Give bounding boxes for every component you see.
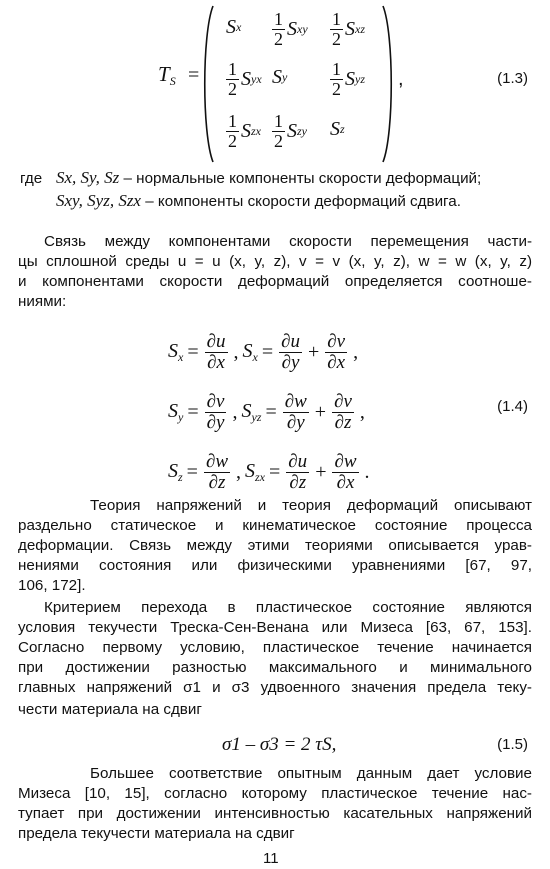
fraction xyxy=(279,332,302,373)
paragraph-line: Теория напряжений и теория деформаций описывают xyxy=(90,497,532,514)
fraction-denominator: ∂y xyxy=(286,412,305,433)
fraction-numerator: ∂v xyxy=(334,391,352,412)
operator: = xyxy=(186,461,198,483)
matrix-subscript: zy xyxy=(297,124,307,138)
paragraph-mises-criterion xyxy=(18,764,532,844)
paragraph-line: Критерием перехода в пластическое состояние являются xyxy=(44,599,532,616)
strain-rate-symbol: $S_x$ xyxy=(242,340,258,364)
fraction-numerator: ∂w xyxy=(205,451,229,472)
fraction-numerator: 1 xyxy=(228,111,237,131)
fraction-numerator: ∂u xyxy=(206,331,226,352)
matrix-symbol: S xyxy=(272,66,282,88)
fraction-numerator: 1 xyxy=(332,59,341,79)
fraction-numerator: 1 xyxy=(274,111,283,131)
paragraph-line: чести материала на сдвиг xyxy=(18,701,202,718)
matrix-equals: = xyxy=(188,64,200,86)
strain-rate-symbol: $S_y$ xyxy=(168,400,184,424)
matrix-left-paren xyxy=(200,4,216,164)
equation-number-1-5: (1.5) xyxy=(497,736,528,753)
operator: , xyxy=(353,341,359,363)
paragraph-line: предела текучести материала на сдвиг xyxy=(18,825,295,842)
strain-rate-symbol: $S_z$ xyxy=(168,460,183,484)
equation-number-1-4: (1.4) xyxy=(497,398,528,415)
equation-row xyxy=(168,392,369,433)
matrix-symbol: S xyxy=(345,68,355,90)
fraction-denominator: ∂z xyxy=(289,472,307,493)
paragraph-velocity-relation xyxy=(18,232,532,312)
strain-rate-symbol: $S_{zx}$ xyxy=(245,460,266,484)
operator: , xyxy=(359,401,365,423)
operator: = xyxy=(265,401,277,423)
matrix-cell xyxy=(330,112,345,141)
paragraph-line: главных напряжений σ1 и σ3 удвоенного значения предела теку- xyxy=(18,679,532,696)
matrix-symbol: S xyxy=(241,68,251,90)
operator: + xyxy=(315,461,327,483)
fraction-numerator: ∂v xyxy=(206,391,225,412)
matrix-symbol: S xyxy=(330,118,340,140)
operator: = xyxy=(187,401,199,423)
operator: = xyxy=(261,341,274,363)
fraction xyxy=(205,332,228,373)
matrix-subscript: y xyxy=(282,70,288,84)
matrix-cell xyxy=(272,60,287,89)
fraction xyxy=(286,452,309,493)
fraction xyxy=(205,392,227,433)
matrix-subscript: yz xyxy=(355,72,365,86)
where-label: где xyxy=(20,170,43,187)
where-line-1 xyxy=(56,168,481,188)
matrix-symbol: S xyxy=(287,120,297,142)
operator: , xyxy=(236,461,242,483)
matrix-subscript: zx xyxy=(251,124,261,138)
matrix-subscript: yx xyxy=(251,72,262,86)
matrix-lhs xyxy=(158,62,176,89)
matrix-cell xyxy=(330,10,365,49)
half-fraction xyxy=(330,60,343,99)
matrix-subscript: xz xyxy=(355,22,365,36)
matrix-lhs-symbol: T xyxy=(158,62,170,86)
matrix-subscript: z xyxy=(340,122,345,136)
fraction xyxy=(332,452,358,493)
half-fraction xyxy=(330,10,343,49)
fraction-numerator: 1 xyxy=(274,9,283,29)
matrix-cell xyxy=(226,10,241,39)
matrix-cell xyxy=(226,60,262,99)
fraction-numerator: 1 xyxy=(332,9,341,29)
matrix-cell xyxy=(330,60,365,99)
paragraph-stress-strain-theories xyxy=(18,496,532,596)
half-fraction xyxy=(226,60,239,99)
fraction-numerator: ∂u xyxy=(288,451,308,472)
operator: . xyxy=(364,461,370,483)
matrix-cell xyxy=(272,10,308,49)
operator: = xyxy=(187,341,199,363)
matrix-symbol: S xyxy=(226,16,236,38)
paragraph-line: Согласно первому условию, пластическое течение начинается xyxy=(18,639,532,656)
paragraph-line: условия текучести Треска-Сен-Венана или Мизеса [63, 67, 153]. xyxy=(18,619,532,636)
where-line-2 xyxy=(56,191,461,211)
fraction xyxy=(332,392,354,433)
fraction-denominator: 2 xyxy=(274,29,283,49)
half-fraction xyxy=(272,112,285,151)
fraction-denominator: ∂x xyxy=(207,352,225,373)
paragraph-line: тупает при достижении интенсивностью касательных напряжений xyxy=(18,805,532,822)
strain-rate-symbol: $S_{yz}$ xyxy=(241,400,262,424)
fraction-numerator: 1 xyxy=(228,59,237,79)
operator: = xyxy=(269,461,281,483)
matrix-cell xyxy=(226,112,261,151)
fraction-numerator: ∂w xyxy=(334,451,357,472)
paragraph-line: нениями состояния или физическими уравнениями [67, 97, xyxy=(18,557,532,574)
half-fraction xyxy=(272,10,285,49)
equation-row xyxy=(168,452,374,493)
fraction-numerator: ∂v xyxy=(327,331,346,352)
fraction xyxy=(325,332,347,373)
where-line-2-vars: Sxy, Syz, Szx xyxy=(56,191,141,210)
where-line-1-vars: Sx, Sy, Sz xyxy=(56,168,120,187)
matrix-symbol: S xyxy=(287,18,297,40)
where-line-2-text: – компоненты скорости деформаций сдвига. xyxy=(145,193,461,210)
paragraph-line: 106, 172]. xyxy=(18,577,86,594)
matrix-symbol: S xyxy=(241,120,251,142)
paragraph-line: при достижении разностью максимального и минимального xyxy=(18,659,532,676)
operator: , xyxy=(233,341,239,363)
matrix-subscript: x xyxy=(236,20,242,34)
paragraph-line: Большее соответствие опытным данным дает условие xyxy=(90,765,532,782)
matrix-trailing-comma: , xyxy=(398,68,404,90)
matrix-subscript: xy xyxy=(297,22,308,36)
paragraph-yield-criteria xyxy=(18,598,532,720)
fraction-denominator: 2 xyxy=(332,29,341,49)
fraction-numerator: ∂w xyxy=(284,391,307,412)
matrix-right-paren xyxy=(380,4,396,164)
fraction-denominator: ∂x xyxy=(336,472,355,493)
operator: , xyxy=(232,401,238,423)
operator: + xyxy=(314,401,327,423)
fraction-numerator: ∂u xyxy=(281,331,300,352)
fraction-denominator: ∂y xyxy=(206,412,225,433)
fraction-denominator: 2 xyxy=(228,79,237,99)
paragraph-line: Связь между компонентами скорости перемещения части- xyxy=(44,233,532,250)
fraction-denominator: ∂z xyxy=(334,412,352,433)
fraction-denominator: 2 xyxy=(274,131,283,151)
equation-number-1-3: (1.3) xyxy=(497,70,528,87)
page-number: 11 xyxy=(263,850,279,867)
fraction-denominator: ∂z xyxy=(208,472,226,493)
fraction-denominator: 2 xyxy=(228,131,237,151)
fraction-denominator: 2 xyxy=(332,79,341,99)
equation-row xyxy=(168,332,362,373)
operator: + xyxy=(308,341,320,363)
paragraph-line: и компонентами скорости деформаций определяется соотноше- xyxy=(18,273,532,290)
paragraph-line: ниями: xyxy=(18,293,67,310)
paragraph-line: деформации. Связь между этими теориями описывается урав- xyxy=(18,537,532,554)
paragraph-line: раздельно статическое и кинематическое состояние процесса xyxy=(18,517,532,534)
matrix-symbol: S xyxy=(345,18,355,40)
matrix-lhs-subscript: S xyxy=(169,74,176,88)
fraction-denominator: ∂y xyxy=(281,352,300,373)
where-line-1-text: – нормальные компоненты скорости деформаций; xyxy=(123,170,482,187)
paragraph-line: цы сплошной среды u = u (x, y, z), v = v (x, y, z), w = w (x, y, z) xyxy=(18,253,532,270)
equation-1-5: σ1 – σ3 = 2 τS, xyxy=(222,734,337,755)
strain-rate-symbol: $S_x$ xyxy=(168,340,184,364)
matrix-cell xyxy=(272,112,307,151)
paragraph-line: Мизеса [10, 15], согласно которому пластическое течение нас- xyxy=(18,785,532,802)
fraction xyxy=(283,392,309,433)
half-fraction xyxy=(226,112,239,151)
fraction xyxy=(204,452,230,493)
fraction-denominator: ∂x xyxy=(327,352,346,373)
